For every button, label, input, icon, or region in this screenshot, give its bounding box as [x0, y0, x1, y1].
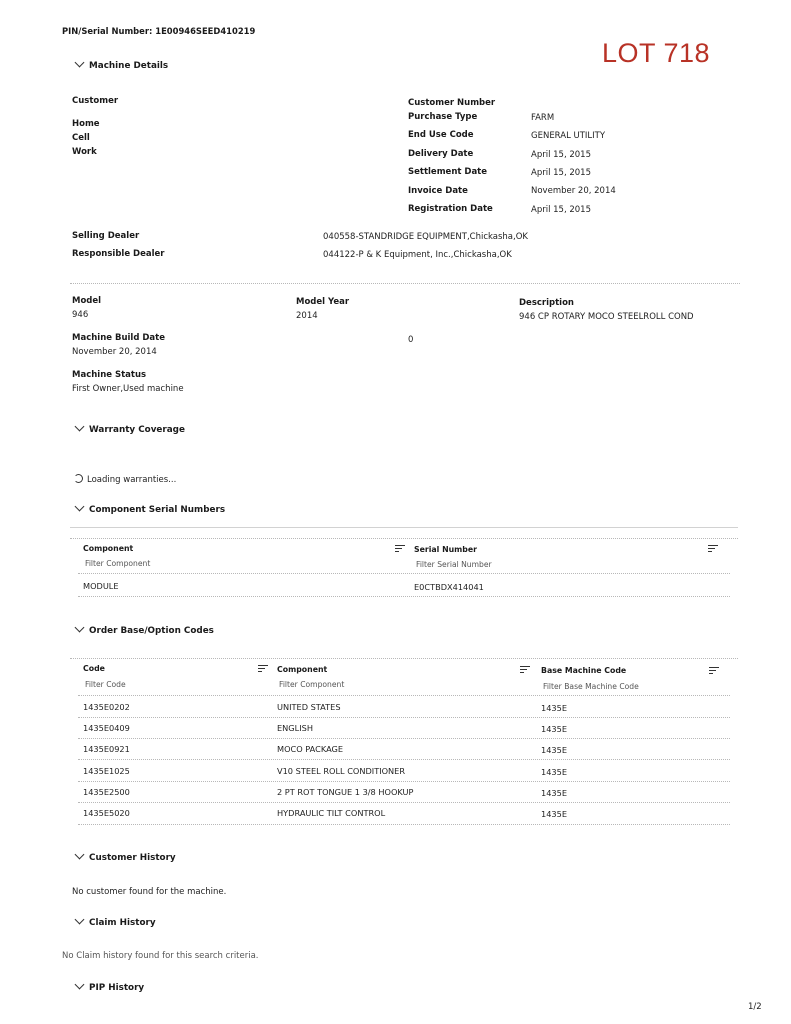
model-year-label: Model Year [296, 297, 350, 307]
table-cell-component: ENGLISH [277, 723, 313, 733]
machine-status-label: Machine Status [72, 370, 147, 380]
sort-icon[interactable] [709, 667, 719, 675]
table-row-border [78, 824, 730, 825]
description-label: Description [519, 298, 574, 308]
chevron-down-icon [75, 502, 85, 512]
end-use-code-value: GENERAL UTILITY [531, 131, 606, 141]
customer-number-label: Customer Number [408, 98, 496, 108]
column-header-component[interactable]: Component [277, 665, 328, 674]
table-cell-component: MOCO PACKAGE [277, 744, 344, 754]
divider [70, 283, 740, 284]
table-cell-component: UNITED STATES [277, 702, 341, 712]
chevron-down-icon [75, 980, 85, 990]
table-header-border [78, 573, 730, 574]
chevron-down-icon [75, 915, 85, 925]
table-top-border [70, 538, 738, 539]
customer-history-message: No customer found for the machine. [72, 887, 227, 897]
machine-build-date-value: November 20, 2014 [72, 347, 157, 357]
responsible-dealer-label: Responsible Dealer [72, 249, 165, 259]
customer-history-toggle[interactable] [76, 853, 176, 863]
registration-date-label: Registration Date [408, 204, 493, 214]
model-value: 946 [72, 310, 89, 320]
table-cell-base: 1435E [541, 745, 568, 755]
pip-history-toggle[interactable] [76, 983, 144, 993]
machine-build-date-label: Machine Build Date [72, 333, 165, 343]
table-cell-base: 1435E [541, 788, 568, 798]
order-codes-toggle[interactable] [76, 626, 214, 636]
selling-dealer-label: Selling Dealer [72, 231, 140, 241]
table-header-border [78, 695, 730, 696]
machine-details-title: Machine Details [89, 61, 169, 71]
page-number: 1/2 [748, 1002, 762, 1012]
filter-component-input[interactable]: Filter Component [279, 680, 345, 689]
pin-serial-number: PIN/Serial Number: 1E00946SEED410219 [62, 26, 256, 36]
model-year-value: 2014 [296, 311, 318, 321]
machine-details-toggle[interactable] [76, 61, 168, 71]
filter-code-input[interactable]: Filter Code [85, 680, 126, 689]
component-serial-numbers-toggle[interactable] [76, 505, 225, 515]
warranty-coverage-toggle[interactable] [76, 425, 185, 435]
table-cell-base: 1435E [541, 809, 568, 819]
table-cell-base: 1435E [541, 724, 568, 734]
lot-number-stamp: LOT 718 [602, 38, 711, 68]
home-label: Home [72, 119, 100, 129]
filter-serial-number-input[interactable]: Filter Serial Number [416, 560, 492, 569]
selling-dealer-value: 040558-STANDRIDGE EQUIPMENT,Chickasha,OK [323, 232, 528, 242]
claim-history-message: No Claim history found for this search criteria. [62, 951, 259, 961]
chevron-down-icon [75, 422, 85, 432]
column-header-component[interactable]: Component [83, 544, 134, 553]
delivery-date-label: Delivery Date [408, 149, 474, 159]
table-row-border [78, 781, 730, 782]
table-cell-code: 1435E5020 [83, 808, 130, 818]
table-cell-component: HYDRAULIC TILT CONTROL [277, 808, 386, 818]
table-cell-base: 1435E [541, 703, 568, 713]
column-header-serial-number[interactable]: Serial Number [414, 545, 477, 554]
table-row-border [78, 759, 730, 760]
divider [70, 527, 738, 528]
sort-icon[interactable] [520, 666, 530, 674]
claim-history-title: Claim History [89, 918, 156, 928]
warranty-loading [74, 473, 176, 485]
claim-history-toggle[interactable] [76, 918, 156, 928]
settlement-date-label: Settlement Date [408, 167, 488, 177]
warranty-coverage-title: Warranty Coverage [89, 425, 185, 435]
table-cell-code: 1435E0202 [83, 702, 130, 712]
column-header-base-machine-code[interactable]: Base Machine Code [541, 666, 627, 675]
delivery-date-value: April 15, 2015 [531, 150, 591, 160]
invoice-date-value: November 20, 2014 [531, 186, 616, 196]
machine-status-value: First Owner,Used machine [72, 384, 184, 394]
settlement-date-value: April 15, 2015 [531, 168, 591, 178]
customer-label: Customer [72, 96, 119, 106]
table-cell-code: 1435E2500 [83, 787, 130, 797]
build-extra-value: 0 [408, 335, 414, 345]
column-header-code[interactable]: Code [83, 664, 105, 673]
filter-component-input[interactable]: Filter Component [85, 559, 151, 568]
purchase-type-value: FARM [531, 113, 555, 123]
order-codes-title: Order Base/Option Codes [89, 626, 214, 636]
table-row-border [78, 596, 730, 597]
work-label: Work [72, 147, 97, 157]
warranty-loading-text: Loading warranties... [87, 475, 177, 485]
table-cell-component: 2 PT ROT TONGUE 1 3/8 HOOKUP [277, 787, 414, 797]
chevron-down-icon [75, 58, 85, 68]
cell-label: Cell [72, 133, 90, 143]
chevron-down-icon [75, 623, 85, 633]
invoice-date-label: Invoice Date [408, 186, 468, 196]
sort-icon[interactable] [258, 665, 268, 673]
table-cell-component: MODULE [83, 581, 119, 591]
purchase-type-label: Purchase Type [408, 112, 478, 122]
sort-icon[interactable] [708, 545, 718, 553]
table-row-border [78, 802, 730, 803]
customer-history-title: Customer History [89, 853, 176, 863]
table-cell-serial: E0CTBDX414041 [414, 582, 484, 592]
table-row-border [78, 717, 730, 718]
chevron-down-icon [75, 850, 85, 860]
table-cell-base: 1435E [541, 767, 568, 777]
table-cell-component: V10 STEEL ROLL CONDITIONER [277, 766, 406, 776]
registration-date-value: April 15, 2015 [531, 205, 591, 215]
table-cell-code: 1435E1025 [83, 766, 130, 776]
loading-spinner-icon [74, 474, 83, 483]
component-serial-numbers-title: Component Serial Numbers [89, 505, 226, 515]
model-label: Model [72, 296, 102, 306]
description-value: 946 CP ROTARY MOCO STEELROLL COND [519, 312, 694, 322]
table-cell-code: 1435E0409 [83, 723, 130, 733]
filter-base-machine-code-input[interactable]: Filter Base Machine Code [543, 682, 639, 691]
sort-icon[interactable] [395, 545, 405, 553]
pip-history-title: PIP History [89, 983, 145, 993]
table-top-border [70, 658, 738, 659]
table-cell-code: 1435E0921 [83, 744, 130, 754]
end-use-code-label: End Use Code [408, 130, 474, 140]
responsible-dealer-value: 044122-P & K Equipment, Inc.,Chickasha,OK [323, 250, 512, 260]
table-row-border [78, 738, 730, 739]
